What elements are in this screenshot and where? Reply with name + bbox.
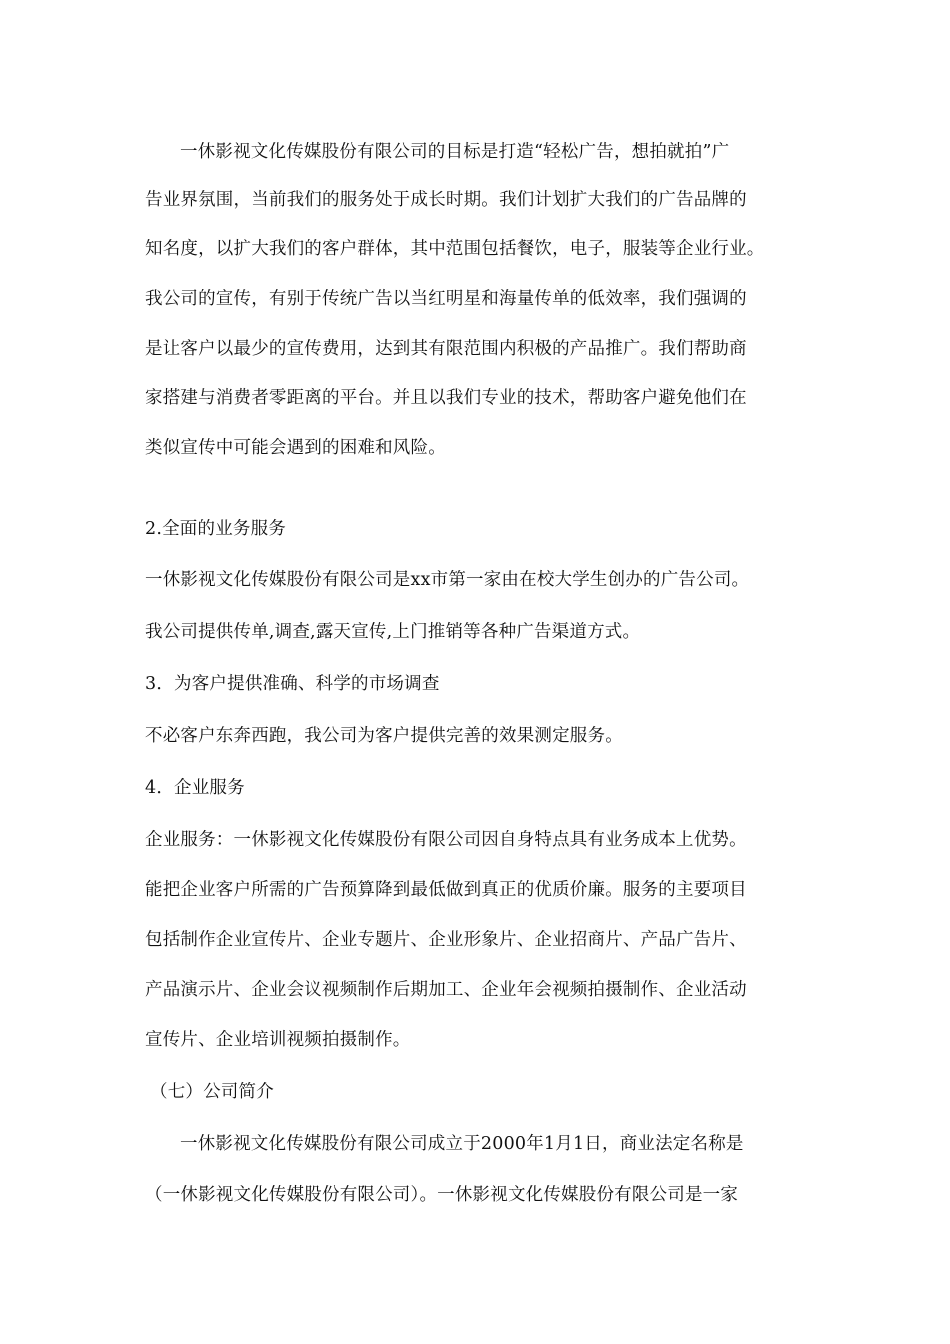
section2-line-1: 一休影视文化传媒股份有限公司是xx市第一家由在校大学生创办的广告公司。 xyxy=(145,570,750,590)
paragraph1-line-5: 是让客户以最少的宣传费用，达到其有限范围内积极的产品推广。我们帮助商 xyxy=(145,339,747,359)
section3-heading: 3．为客户提供准确、科学的市场调查 xyxy=(145,674,440,694)
section2-heading: 2.全面的业务服务 xyxy=(145,519,286,539)
section3-line-1: 不必客户东奔西跑，我公司为客户提供完善的效果测定服务。 xyxy=(145,726,623,746)
paragraph1-line-2: 告业界氛围，当前我们的服务处于成长时期。我们计划扩大我们的广告品牌的 xyxy=(145,190,747,210)
paragraph1-line-6: 家搭建与消费者零距离的平台。并且以我们专业的技术，帮助客户避免他们在 xyxy=(145,388,747,408)
paragraph1-line-1: 一休影视文化传媒股份有限公司的目标是打造“轻松广告，想拍就拍”广 xyxy=(180,142,730,162)
section7-heading: （七）公司简介 xyxy=(150,1082,274,1102)
section7-line-1: 一休影视文化传媒股份有限公司成立于2000年1月1日，商业法定名称是 xyxy=(180,1134,744,1154)
paragraph1-line-4: 我公司的宣传，有别于传统广告以当红明星和海量传单的低效率，我们强调的 xyxy=(145,289,747,309)
section7-line-2: （一休影视文化传媒股份有限公司）。一休影视文化传媒股份有限公司是一家 xyxy=(145,1185,739,1205)
section2-line-2: 我公司提供传单,调查,露天宣传,上门推销等各种广告渠道方式。 xyxy=(145,622,641,642)
paragraph1-line-7: 类似宣传中可能会遇到的困难和风险。 xyxy=(145,438,446,458)
section4-line-3: 包括制作企业宣传片、企业专题片、企业形象片、企业招商片、产品广告片、 xyxy=(145,930,747,950)
section4-line-1: 企业服务：一休影视文化传媒股份有限公司因自身特点具有业务成本上优势。 xyxy=(145,830,747,850)
section4-line-5: 宣传片、企业培训视频拍摄制作。 xyxy=(145,1030,411,1050)
paragraph1-line-3: 知名度，以扩大我们的客户群体，其中范围包括餐饮，电子，服装等企业行业。 xyxy=(145,239,765,259)
section4-heading: 4．企业服务 xyxy=(145,778,245,798)
section4-line-4: 产品演示片、企业会议视频制作后期加工、企业年会视频拍摄制作、企业活动 xyxy=(145,980,747,1000)
section4-line-2: 能把企业客户所需的广告预算降到最低做到真正的优质价廉。服务的主要项目 xyxy=(145,880,747,900)
